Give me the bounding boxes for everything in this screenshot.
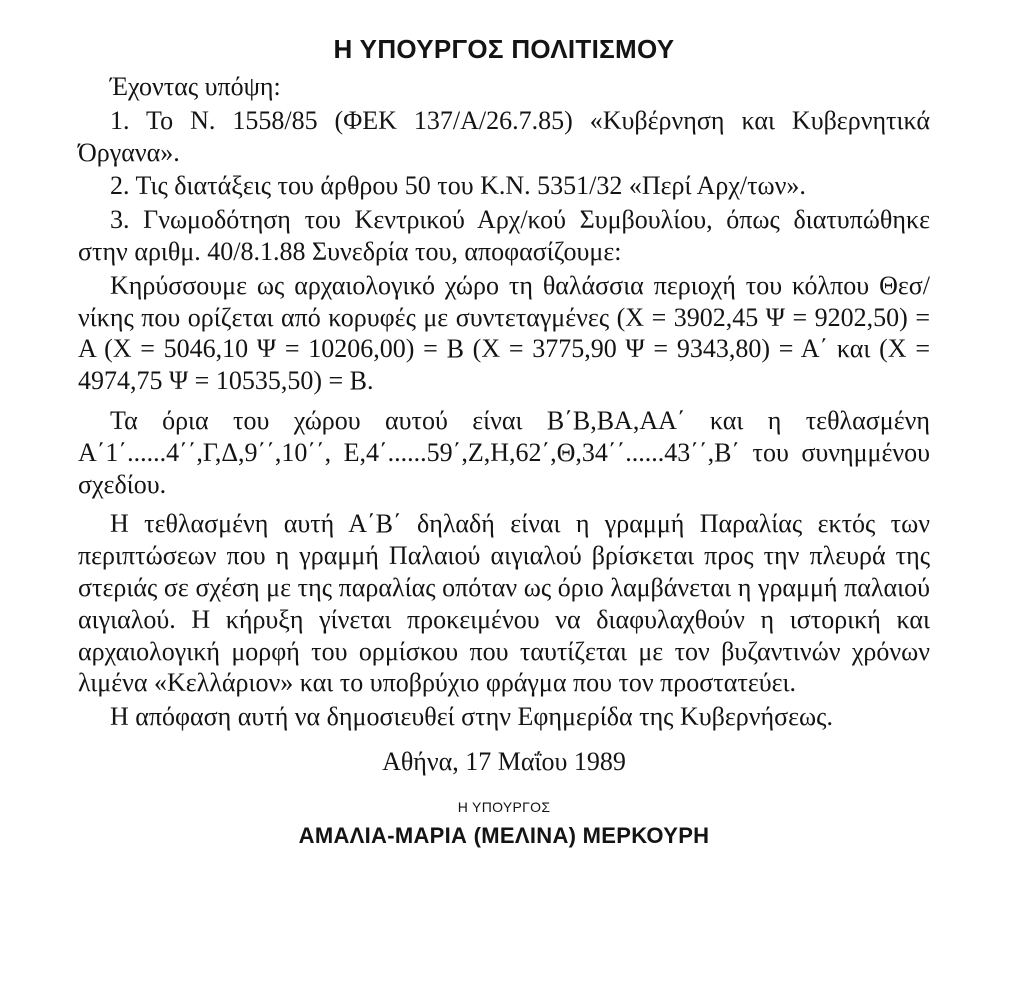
document-title: Η ΥΠΟΥΡΓΟΣ ΠΟΛΙΤΙΣΜΟΥ: [333, 34, 675, 64]
dateline: Αθήνα, 17 Μαΐου 1989: [382, 746, 626, 776]
declaration-paragraph: Κηρύσσουμε ως αρχαιολογικό χώρο τη θαλάσσια περιοχή του κόλπου Θεσ/νίκης που ορίζεται από κορυφές με συντεταγμένες (Χ = 3902,45 Ψ = 9202,50) = Α (Χ = 5046,10 Ψ = 10206,00) = Β (Χ = 3775,90 Ψ = 9343,80) = Α΄ και (Χ = 4974,75 Ψ = 10535,50) = Β.: [78, 270, 930, 396]
consideration-1: 1. Το Ν. 1558/85 (ΦΕΚ 137/Α/26.7.85) «Κυβέρνηση και Κυβερνητικά Όργανα».: [78, 105, 930, 167]
signature-role: Η ΥΠΟΥΡΓΟΣ: [457, 798, 551, 815]
ministerial-decision-document: [78, 24, 930, 849]
boundaries-paragraph: Τα όρια του χώρου αυτού είναι Β΄Β,ΒΑ,ΑΑ΄ και η τεθλασμένη Α΄1΄......4΄΄,Γ,Δ,9΄΄,10΄΄, Ε,4΄......59΄,Ζ,Η,62΄,Θ,34΄΄......43΄΄,Β΄ του συνημμένου σχεδίου.: [78, 405, 930, 499]
preamble: Έχοντας υπόψη:: [110, 72, 281, 101]
consideration-2: 2. Τις διατάξεις του άρθρου 50 του Κ.Ν. 5351/32 «Περί Αρχ/των».: [110, 171, 806, 201]
publication-paragraph: Η απόφαση αυτή να δημοσιευθεί στην Εφημερίδα της Κυβερνήσεως.: [110, 702, 833, 732]
signature-name: ΑΜΑΛΙΑ-ΜΑΡΙΑ (ΜΕΛΙΝΑ) ΜΕΡΚΟΥΡΗ: [298, 822, 710, 848]
boundary-line-paragraph: Η τεθλασμένη αυτή Α΄Β΄ δηλαδή είναι η γραμμή Παραλίας εκτός των περιπτώσεων που η γραμμή Παλαιού αιγιαλού βρίσκεται προς την πλευρά της στεριάς σε σχέση με της παραλίας οπόταν ως όριο λαμβάνεται η γραμμή παλαιού αιγιαλού. Η κήρυξη γίνεται προκειμένου να διαφυλαχθούν η ιστορική και αρχαιολογική μορφή του ορμίσκου που ταυτίζεται με τον βυζαντινών χρόνων λιμένα «Κελλάριον» και το υποβρύχιο φράγμα που τον προστατεύει.: [78, 509, 930, 698]
consideration-3: 3. Γνωμοδότηση του Κεντρικού Αρχ/κού Συμβουλίου, όπως διατυπώθηκε στην αριθμ. 40/8.1.88 Συνεδρία του, αποφασίζουμε:: [78, 205, 930, 266]
